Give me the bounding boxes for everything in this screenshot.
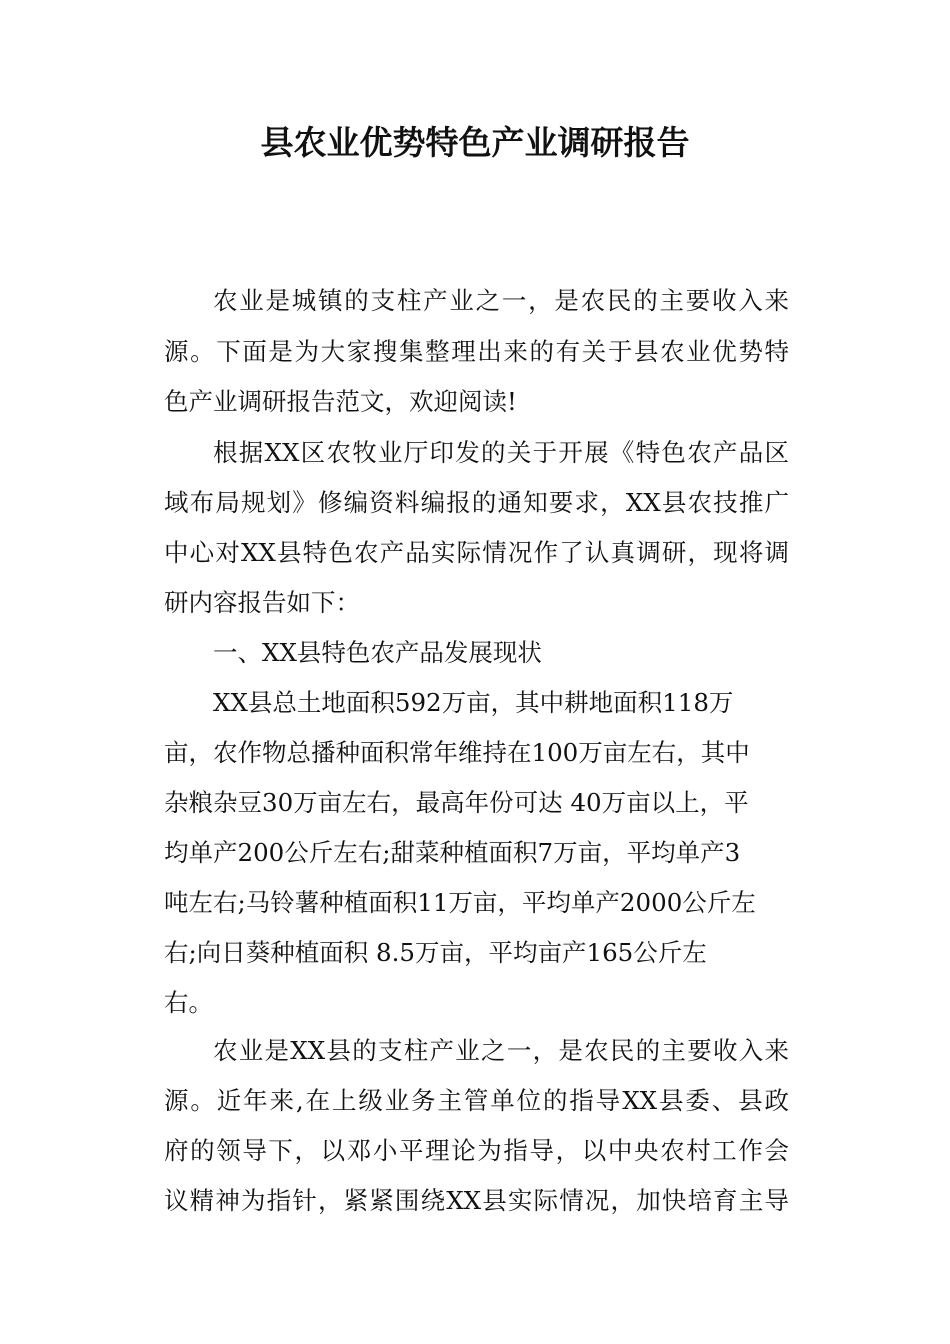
paragraph-line: 府的领导下，以邓小平理论为指导，以中央农村工作会 (164, 1136, 789, 1165)
paragraph-line: 亩，农作物总播种面积常年维持在100万亩左右，其中 (164, 738, 750, 767)
paragraph-line: 根据XX区农牧业厅印发的关于开展《特色农产品区 (213, 438, 789, 467)
paragraph-line: 色产业调研报告范文，欢迎阅读! (164, 387, 517, 416)
paragraph-line: 议精神为指针，紧紧围绕XX县实际情况，加快培育主导 (164, 1186, 789, 1215)
paragraph-line: 研内容报告如下： (164, 588, 360, 617)
document-title: 县农业优势特色产业调研报告 (260, 123, 690, 162)
paragraph-line: 右;向日葵种植面积 8.5万亩，平均亩产165公斤左 (164, 938, 707, 967)
paragraph-line: 源。下面是为大家搜集整理出来的有关于县农业优势特 (164, 337, 789, 366)
paragraph-line: 源。近年来,在上级业务主管单位的指导XX县委、县政 (164, 1086, 789, 1115)
section-heading: 一、XX县特色农产品发展现状 (213, 638, 542, 667)
paragraph-line: 农业是城镇的支柱产业之一，是农民的主要收入来 (213, 286, 789, 315)
paragraph-line: 中心对XX县特色农产品实际情况作了认真调研，现将调 (164, 538, 789, 567)
paragraph-line: 域布局规划》修编资料编报的通知要求，XX县农技推广 (164, 488, 789, 517)
paragraph-line: 右。 (164, 988, 213, 1017)
paragraph-line: XX县总土地面积592万亩，其中耕地面积118万 (213, 688, 734, 717)
paragraph-line: 吨左右;马铃薯种植面积11万亩，平均单产2000公斤左 (164, 888, 756, 917)
paragraph-line: 均单产200公斤左右;甜菜种植面积7万亩，平均单产3 (164, 838, 741, 867)
paragraph-line: 农业是XX县的支柱产业之一，是农民的主要收入来 (213, 1036, 789, 1065)
paragraph-line: 杂粮杂豆30万亩左右，最高年份可达 40万亩以上，平 (164, 788, 749, 817)
